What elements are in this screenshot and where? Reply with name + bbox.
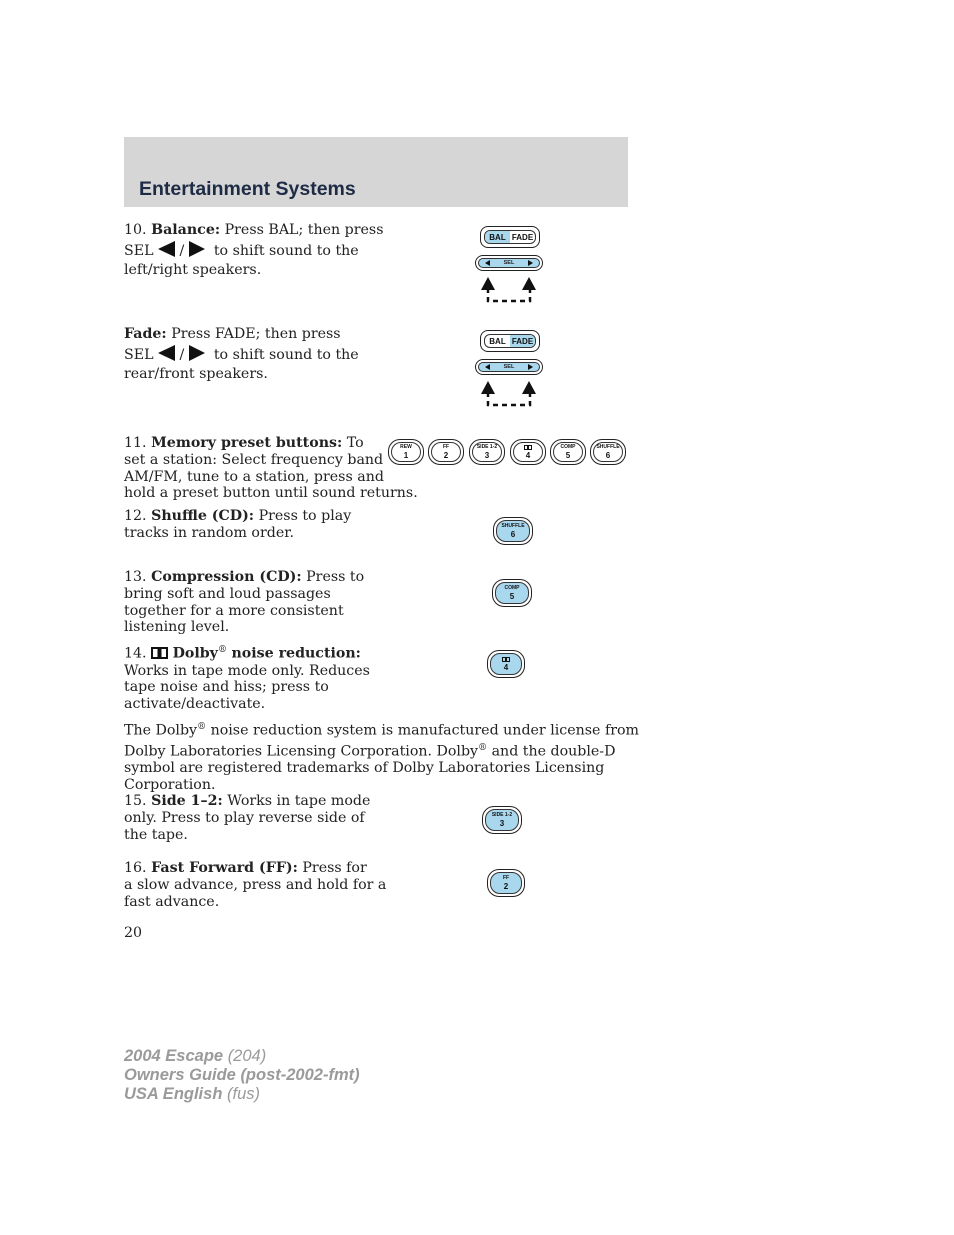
bal-fade-button <box>480 226 540 248</box>
shuffle-button: SHUFFLE 6 <box>493 517 533 545</box>
side-button: SIDE 1-2 3 <box>482 806 522 834</box>
page-number: 20 <box>124 925 143 941</box>
dolby-double-d-icon <box>151 647 168 659</box>
preset-button-3: SIDE 1-2 3 <box>469 439 505 465</box>
dashed-connector <box>485 392 535 410</box>
dolby-button: 4 <box>487 650 525 678</box>
section-header <box>124 137 628 207</box>
sel-right-icon <box>528 364 533 370</box>
sel-rocker: SEL <box>475 359 543 375</box>
bal-button-half: BAL <box>489 336 506 346</box>
dolby-paragraph: 14. Dolby® noise reduction: Works in tape mode only. Reduces tape noise and hiss; press to activate/deactivate. <box>124 645 370 713</box>
comp-button: COMP 5 <box>492 579 532 607</box>
preset-button-1: REW 1 <box>388 439 424 465</box>
preset-button-6: SHUFFLE 6 <box>590 439 626 465</box>
side-paragraph: 15. Side 1–2: Works in tape mode only. Press to play reverse side of the tape. <box>124 793 371 843</box>
bal-button-half: BAL <box>485 231 510 243</box>
left-arrow-icon <box>158 241 175 257</box>
preset-button-4: 4 <box>510 439 546 465</box>
memory-paragraph: 11. Memory preset buttons: To set a station: Select frequency band AM/FM, tune to a station, press and hold a preset button until sound returns. <box>124 435 418 502</box>
dolby-trademark-note: The Dolby® noise reduction system is manufactured under license from Dolby Laboratories Licensing Corporation. Dolby® and the double-D symbol are registered trademarks of Dolby Laboratories Licensing Corporation. <box>124 722 639 793</box>
ff-button: FF 2 <box>487 869 525 897</box>
sel-rocker: SEL <box>475 255 543 271</box>
balance-paragraph: 10. Balance: Press BAL; then press SEL / to shift sound to the left/right speakers. <box>124 222 384 278</box>
dolby-icon <box>502 657 510 662</box>
preset-button-5: COMP 5 <box>550 439 586 465</box>
compression-paragraph: 13. Compression (CD): Press to bring soft and loud passages together for a more consistent listening level. <box>124 569 365 636</box>
fade-button-half: FADE <box>511 336 534 346</box>
fade-paragraph: Fade: Press FADE; then press SEL / to shift sound to the rear/front speakers. <box>124 326 359 382</box>
right-arrow-icon <box>189 345 205 361</box>
right-arrow-icon <box>189 241 205 257</box>
fade-button-half: FADE <box>511 232 534 242</box>
left-arrow-icon <box>158 345 175 361</box>
shuffle-paragraph: 12. Shuffle (CD): Press to play tracks in random order. <box>124 508 352 541</box>
ff-paragraph: 16. Fast Forward (FF): Press for a slow advance, press and hold for a fast advance. <box>124 860 387 910</box>
sel-left-icon <box>485 364 490 370</box>
dashed-connector <box>485 288 535 306</box>
section-title: Entertainment Systems <box>139 178 356 200</box>
bal-fade-button <box>480 330 540 352</box>
sel-left-icon <box>485 260 490 266</box>
dolby-icon <box>524 445 532 450</box>
document-footer: 2004 Escape (204) Owners Guide (post-2002-fmt) USA English (fus) <box>124 1047 360 1103</box>
sel-right-icon <box>528 260 533 266</box>
preset-button-2: FF 2 <box>428 439 464 465</box>
